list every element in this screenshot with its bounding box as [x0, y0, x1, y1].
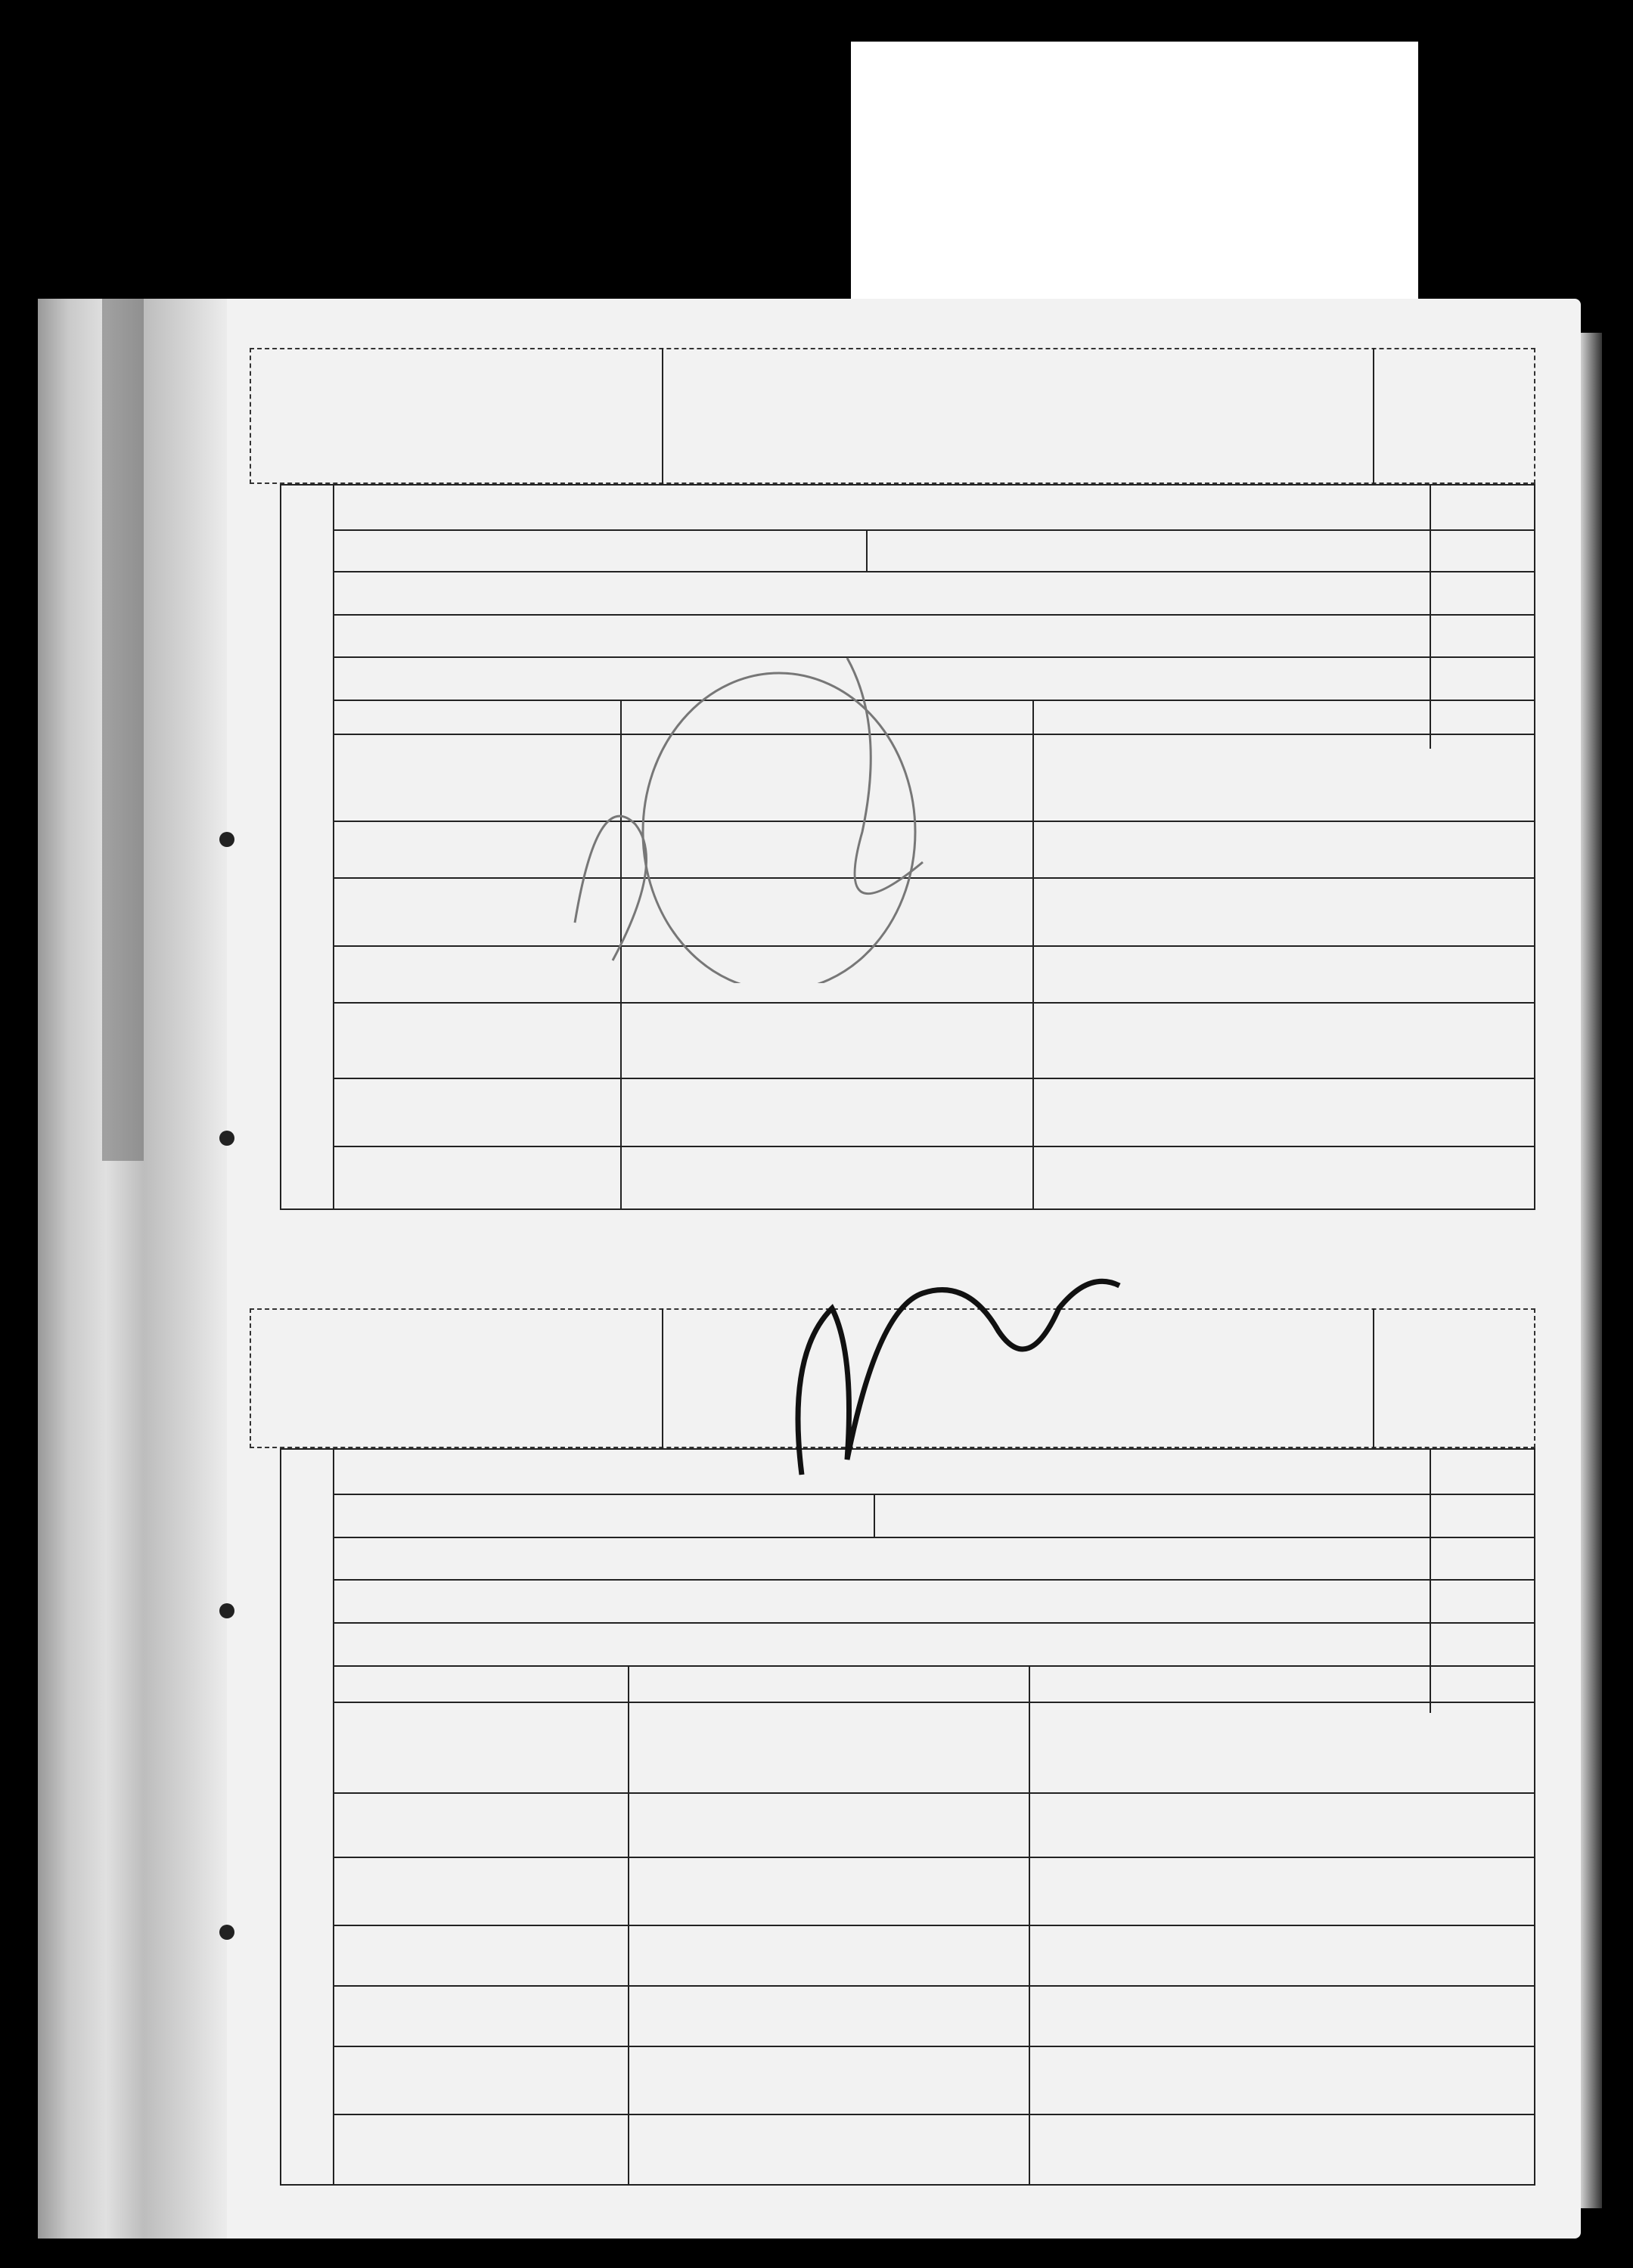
- birth-record-1: [250, 348, 1535, 1210]
- pencil-writing-stamp: [851, 42, 1418, 303]
- binding-hole: [219, 1603, 234, 1618]
- binding-hole: [219, 1925, 234, 1940]
- binding-hole: [219, 1131, 234, 1146]
- binding-hole: [219, 832, 234, 847]
- scribble-stroke: [847, 658, 923, 894]
- birth-record-2: [250, 1308, 1535, 2186]
- scribble-loop: [643, 673, 915, 983]
- scribble-stroke: [575, 816, 647, 960]
- record-body: [280, 1448, 1535, 2186]
- ink-signature-scribble: [771, 1263, 1165, 1505]
- page-edge-shadow: [1581, 333, 1602, 2208]
- record-header: [250, 348, 1535, 484]
- ink-stroke: [798, 1281, 1119, 1475]
- pencil-scribble: [529, 635, 1021, 983]
- binding-fold: [102, 299, 144, 1161]
